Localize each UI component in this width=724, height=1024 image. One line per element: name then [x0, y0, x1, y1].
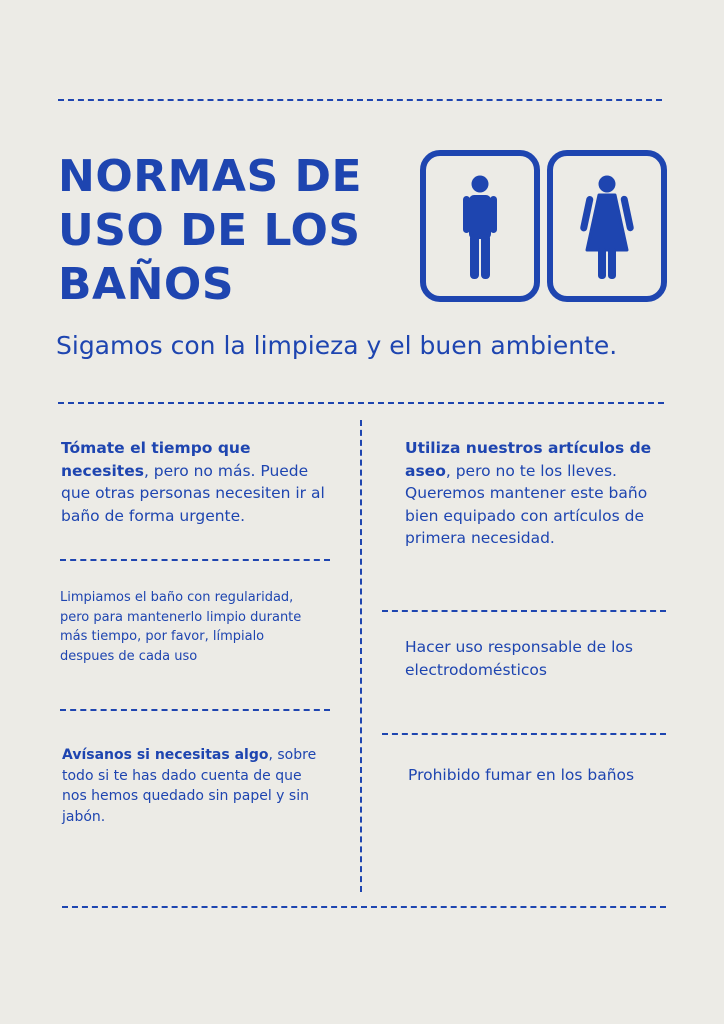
rule-avisanos-lead: Avísanos si necesitas algo	[62, 747, 269, 763]
title-line-3: BAÑOS	[58, 259, 235, 310]
man-restroom-icon	[420, 150, 540, 302]
rule-articulos-lead: Utiliza nuestros artículos de aseo	[405, 439, 652, 480]
rule-electrodomesticos-text: Hacer uso responsable de los electrodomésticos	[405, 638, 633, 679]
rule-articulos	[405, 437, 655, 550]
subtitle: Sigamos con la limpieza y el buen ambiente.	[56, 331, 618, 360]
woman-restroom-icon	[547, 150, 667, 302]
rule-limpieza	[60, 588, 322, 666]
bottom-divider	[62, 906, 666, 908]
rule-tiempo-lead: Tómate el tiempo que necesites	[61, 439, 251, 480]
right-divider-2	[382, 733, 666, 735]
rule-limpieza-text: Limpiamos el baño con regularidad, pero para mantenerlo limpio durante más tiempo, por favor, límpialo despues de cada uso	[60, 590, 302, 664]
rule-electrodomesticos	[405, 636, 645, 681]
left-divider-2	[60, 709, 330, 711]
rule-avisanos-text: , sobre todo si te has dado cuenta de que nos hemos quedado sin papel y sin jabón.	[62, 747, 317, 825]
subtitle-divider	[58, 402, 664, 404]
rule-fumar-text: Prohibido fumar en los baños	[408, 766, 635, 784]
top-divider	[58, 99, 662, 101]
rule-fumar	[408, 764, 666, 787]
poster-title	[58, 150, 398, 312]
rule-articulos-text: , pero no te los lleves. Queremos mantener este baño bien equipado con artículos de primera necesidad.	[405, 461, 648, 547]
rule-tiempo-text: , pero no más. Puede que otras personas necesiten ir al baño de forma urgente.	[61, 461, 325, 525]
left-divider-1	[60, 559, 330, 561]
title-line-2: USO DE LOS	[58, 205, 361, 256]
rule-tiempo	[61, 437, 331, 527]
column-divider	[360, 420, 362, 892]
title-line-1: NORMAS DE	[58, 151, 363, 202]
rule-avisanos	[62, 745, 322, 827]
right-divider-1	[382, 610, 666, 612]
